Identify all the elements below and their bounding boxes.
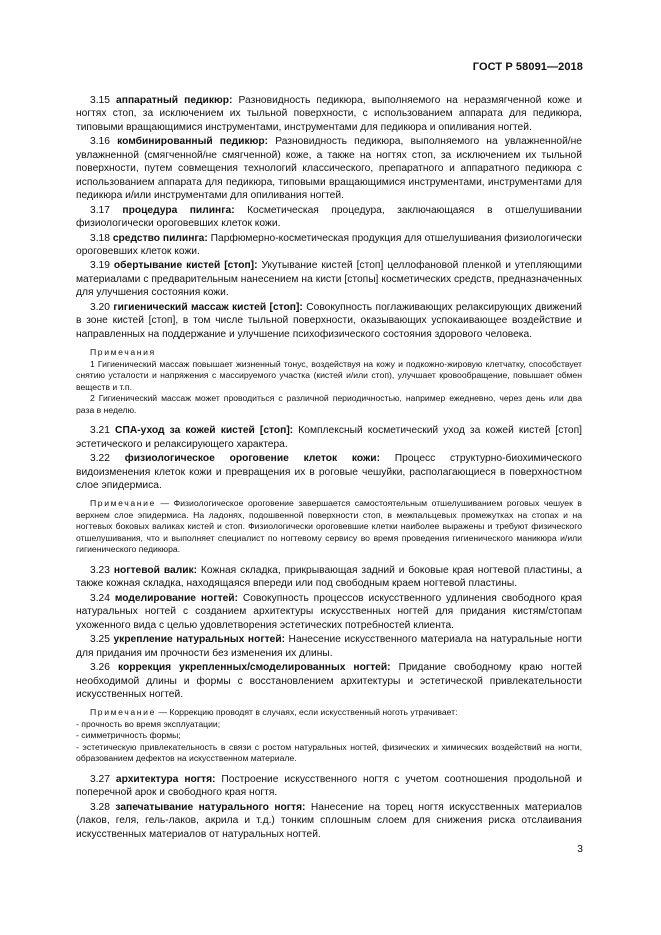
term-name: коррекция укрепленных/смоделированных ногтей: <box>117 662 391 674</box>
term-3-19 <box>76 259 582 299</box>
note-label: Примечание <box>90 498 156 509</box>
term-name: физиологическое ороговение клеток кожи: <box>124 453 380 465</box>
term-name: обертывание кистей [стоп]: <box>113 260 258 272</box>
note-list-item: - эстетическую привлекательность в связи с ростом натуральных ногтей, физических и химических воздействий на ногти, образованием дефектов на искусственном материале. <box>76 741 582 764</box>
term-3-23 <box>76 564 582 591</box>
term-number: 3.24 <box>90 592 110 604</box>
note-after-3-26 <box>76 707 582 765</box>
note-item: 1 Гигиенический массаж повышает жизненный тонус, воздействуя на кожу и подкожно-жировую клетчатку, способствует снятию усталости и напряжения с массируемого участка (кистей и/или стоп), улучшает кровообращение, повышает обмен веществ и т.п. <box>76 358 582 392</box>
document-body <box>76 94 582 842</box>
term-number: 3.21 <box>90 425 110 437</box>
note-list-item: - прочность во время эксплуатации; <box>76 718 221 729</box>
term-name: аппаратный педикюр: <box>116 95 233 106</box>
term-3-24 <box>76 592 582 632</box>
term-3-15 <box>76 94 582 134</box>
term-name: СПА-уход за кожей кистей [стоп]: <box>115 425 294 437</box>
term-definition: Кожная складка, прикрывающая задний и боковые края ногтевой пластины, а также кожная складка, находящаяся впереди или под свободным краем ногтевой пластины. <box>76 564 582 590</box>
term-definition: Нанесение на торец ногтя искусственных материалов (лаков, геля, гель-лаков, акрила и т.д.) тонким сплошным слоем для снижения риска отслаивания искусственных материалов от натуральных ногтей. <box>76 801 583 840</box>
term-3-17 <box>76 204 582 231</box>
term-name: ногтевой валик: <box>113 564 198 576</box>
term-number: 3.18 <box>90 232 110 244</box>
term-definition: Укутывание кистей [стоп] целлофановой пленкой и утепляющими материалами с предварительным нанесением на кисти [стопы] косметических средств, предназначенных для улучшения состояния кожи. <box>76 260 582 299</box>
term-number: 3.19 <box>90 260 110 272</box>
term-3-26 <box>76 661 582 701</box>
term-3-27 <box>76 773 582 800</box>
term-3-25 <box>76 633 582 660</box>
note-label: Примечание <box>90 707 156 718</box>
term-definition: Процесс структурно-биохимического видоизменения клеток кожи и превращения их в роговые чешуйки, располагающиеся в поверхностном слое эпидермиса. <box>76 453 582 491</box>
term-name: моделирование ногтей: <box>114 592 239 604</box>
note-paragraph <box>76 707 582 719</box>
note-text: — Физиологическое ороговение завершается самостоятельным отшелушиванием роговых чешуек в верхнем слое эпидермиса. На ладонях, подошвенной поверхности стоп, в межпальцевых промежутках на стопах и на ногтевых боковых валиках кистей и стоп. Физиологически ороговевшие клетки наиболее выражены и требуют физического отшелушивания, что и выполняет специалист по ногтевому сервису во время проведения гигиенического маникюра и/или гигиенического педикюра. <box>76 498 582 555</box>
standard-header: ГОСТ Р 58091—2018 <box>472 61 583 73</box>
term-number: 3.23 <box>90 564 110 576</box>
note-list-item: - симметричность формы; <box>76 730 181 741</box>
term-definition: Косметическая процедура, заключающаяся в отшелушивании физиологически ороговевших клеток кожи. <box>76 204 582 230</box>
term-number: 3.17 <box>90 204 110 216</box>
term-3-16 <box>76 135 582 202</box>
term-definition: Совокупность поглаживающих релаксирующих движений в зоне кистей [стоп], в том числе тыльной поверхности, оказывающих успокаивающее воздействие и направленных на поддержание и улучшение психофизического состояния здорового человека. <box>76 301 583 340</box>
term-3-20 <box>76 301 582 341</box>
term-definition: Придание свободному краю ногтей необходимой длины и формы с восстановлением архитектуры и эстетической привлекательности искусственных ногтей. <box>76 662 582 700</box>
note-item: 2 Гигиенический массаж может проводиться с различной периодичностью, например ежедневно, через день или два раза в неделю. <box>76 393 582 415</box>
term-name: запечатывание натурального ногтя: <box>115 801 306 813</box>
term-definition: Разновидность педикюра, выполняемого на увлажненной/не увлажненной (смягченной/не смягченной) коже, а также на ногтях стоп, за исключением их тыльной поверхности, путем совмещения технологий классического, препаратного и аппаратного педикюра с использованием аппарата для педикюра, типовыми вращающимися инструментами, инструментами для педикюра и/или инструментами для опиливания ногтей. <box>76 136 583 202</box>
term-name: комбинированный педикюр: <box>117 136 269 148</box>
note-text: — Коррекцию проводят в случаях, если искусственный ноготь утрачивает: <box>155 707 458 718</box>
term-number: 3.22 <box>90 453 110 465</box>
term-name: укрепление натуральных ногтей: <box>113 634 286 646</box>
term-name: гигиенический массаж кистей [стоп]: <box>113 301 303 313</box>
term-definition: Совокупность процессов искусственного удлинения свободного края натуральных ногтей с созданием архитектуры искусственных ногтей для придания кистям/стопам ухоженного вида с целью удовлетворения эстетических потребностей клиента. <box>76 592 582 631</box>
term-name: процедура пилинга: <box>122 204 235 216</box>
term-definition: Нанесение искусственного материала на натуральные ногти для придания им прочности без изменения их длины. <box>76 634 583 659</box>
term-number: 3.16 <box>90 136 110 148</box>
term-3-18 <box>76 232 582 259</box>
term-name: архитектура ногтя: <box>115 773 216 785</box>
term-number: 3.28 <box>90 801 110 813</box>
page-number: 3 <box>577 843 583 855</box>
term-number: 3.27 <box>90 773 110 785</box>
note-title: Примечания <box>90 347 156 358</box>
term-3-22 <box>76 452 582 492</box>
term-definition: Построение искусственного ногтя с учетом соотношения продольной и поперечной арок и свободного края ногтя. <box>76 773 582 799</box>
note-after-3-20 <box>76 347 582 416</box>
term-number: 3.25 <box>90 634 110 646</box>
term-definition: Разновидность педикюра, выполняемого на неразмягченной коже и ногтях стоп, за исключением их тыльной поверхности, с использованием аппарата для педикюра, типовыми вращающимися инструментами, инструментами для педикюра и опиливания ногтей. <box>76 95 582 133</box>
term-3-28 <box>76 801 582 841</box>
term-name: средство пилинга: <box>112 232 208 244</box>
term-definition: Парфюмерно-косметическая продукция для отшелушивания физиологически ороговевших клеток кожи. <box>76 232 582 257</box>
term-number: 3.15 <box>90 95 110 106</box>
term-number: 3.20 <box>90 301 110 313</box>
term-number: 3.26 <box>90 662 110 674</box>
term-definition: Комплексный косметический уход за кожей кистей [стоп] эстетического и релаксирующего характера. <box>76 425 582 450</box>
note-paragraph <box>76 498 582 556</box>
note-after-3-22 <box>76 498 582 556</box>
term-3-21 <box>76 424 582 451</box>
